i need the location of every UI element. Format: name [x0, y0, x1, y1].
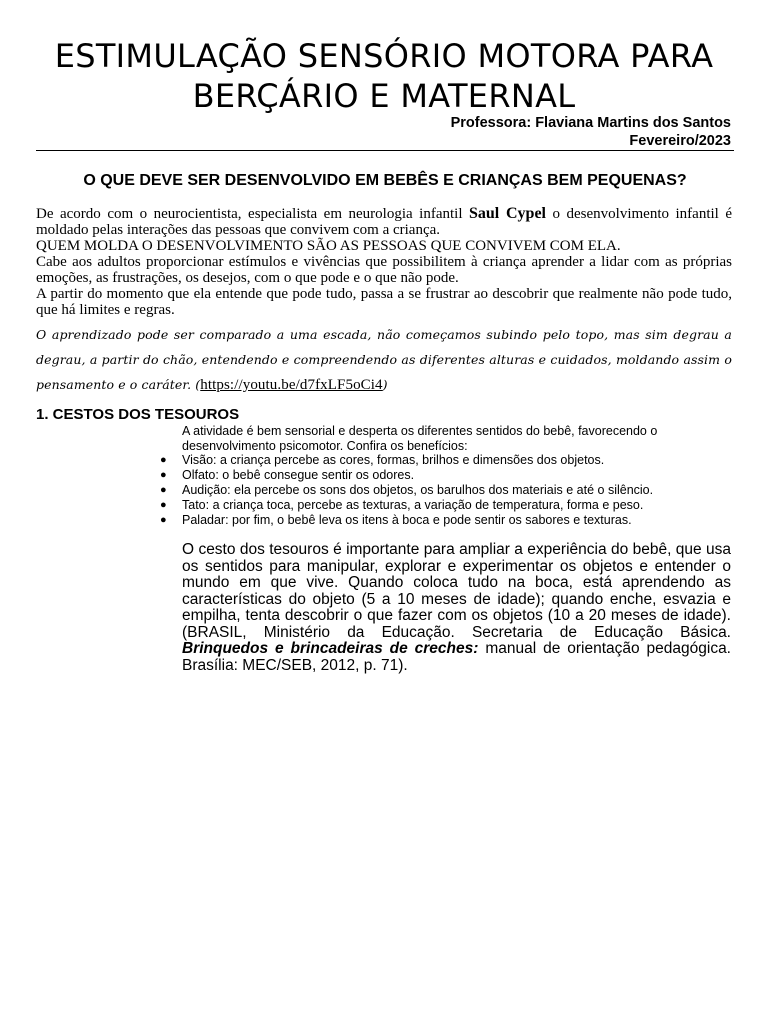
bullet-icon: ●: [160, 469, 167, 481]
intro-paragraph-5: [36, 322, 732, 398]
neuroscientist-name: Saul Cypel: [469, 205, 546, 222]
intro-paragraph-1: [36, 206, 732, 238]
intro-paragraph-2: QUEM MOLDA O DESENVOLVIMENTO SÃO AS PESSOAS QUE CONVIVEM COM ELA.: [36, 238, 621, 254]
bullet-icon: ●: [160, 499, 167, 511]
bullet-icon: ●: [160, 514, 167, 526]
list-intro: A atividade é bem sensorial e desperta os diferentes sentidos do bebê, favorecendo o desenvolvimento psicomotor. Confira os benefícios:: [182, 424, 658, 453]
list-item-text: Audição: ela percebe os sons dos objetos, os barulhos dos materiais e até o silêncio.: [182, 483, 654, 497]
benefits-list: [160, 453, 720, 528]
bullet-icon: ●: [160, 454, 167, 466]
list-item-text: Olfato: o bebê consegue sentir os odores.: [182, 468, 415, 482]
intro-text: [36, 206, 732, 398]
list-item: [160, 468, 720, 483]
book-title: Brinquedos e brincadeiras de creches:: [182, 640, 479, 657]
intro-p5-end: ): [382, 377, 388, 392]
intro-paragraph-3: Cabe aos adultos proporcionar estímulos e vivências que possibilitem à criança aprender a lidar com as próprias emoções, as frustrações, os desejos, com o que pode e o que não pode.: [36, 254, 732, 286]
author-block: [451, 114, 731, 150]
quote-tail: manual de orientação pedagógica. Brasília: MEC/SEB, 2012, p. 71).: [182, 640, 731, 674]
document-date: Fevereiro/2023: [629, 133, 731, 149]
quote-paragraph: [182, 542, 731, 674]
teacher-name: Professora: Flaviana Martins dos Santos: [450, 115, 731, 131]
intro-paragraph-4: A partir do momento que ela entende que pode tudo, passa a se frustrar ao descobrir que realmente não pode tudo, que há limites e regras.: [36, 286, 732, 318]
intro-p5-text: O aprendizado pode ser comparado a uma escada, não começamos subindo pelo topo, mas sim degrau a degrau, a partir do chão, entendendo e compreendendo as diferentes alturas e cuidados, moldando assim o pensamento e o caráter. (: [36, 327, 732, 392]
title-line-2: BERÇÁRIO E MATERNAL: [192, 77, 576, 115]
list-item-text: Tato: a criança toca, percebe as texturas, a variação de temperatura, forma e peso.: [182, 498, 644, 512]
list-item-text: Visão: a criança percebe as cores, formas, brilhos e dimensões dos objetos.: [182, 453, 605, 467]
title-line-1: ESTIMULAÇÃO SENSÓRIO MOTORA PARA: [54, 37, 714, 75]
list-item: [160, 453, 720, 468]
section-heading: O QUE DEVE SER DESENVOLVIDO EM BEBÊS E CRIANÇAS BEM PEQUENAS?: [83, 172, 687, 189]
list-item: [160, 498, 720, 513]
bullet-icon: ●: [160, 484, 167, 496]
youtube-link[interactable]: https://youtu.be/d7fxLF5oCi4: [200, 377, 383, 393]
intro-p1-tail: o desenvolvimento infantil é moldado pelas interações das pessoas que convivem com a criança.: [36, 206, 732, 238]
list-item: [160, 513, 720, 528]
header-divider: [36, 150, 734, 151]
quote-lead: O cesto dos tesouros é importante para ampliar a experiência do bebê, que usa os sentidos para manipular, explorar e experimentar os objetos e entender o mundo em que vive. Quando coloca tudo na boca, está aprendendo as características do objeto (5 a 10 meses de idade); quando enche, esvazia e empilha, tenta descobrir o que fazer com os objetos (10 a 20 meses de idade). (BRASIL, Ministério da Educação. Secretaria de Educação Básica.: [182, 541, 731, 641]
list-item: [160, 483, 720, 498]
list-heading: 1. CESTOS DOS TESOUROS: [36, 406, 240, 423]
document-title: [36, 36, 732, 116]
intro-p1-lead: De acordo com o neurocientista, especialista em neurologia infantil: [36, 206, 469, 222]
list-item-text: Paladar: por fim, o bebê leva os itens à boca e pode sentir os sabores e texturas.: [182, 513, 632, 527]
